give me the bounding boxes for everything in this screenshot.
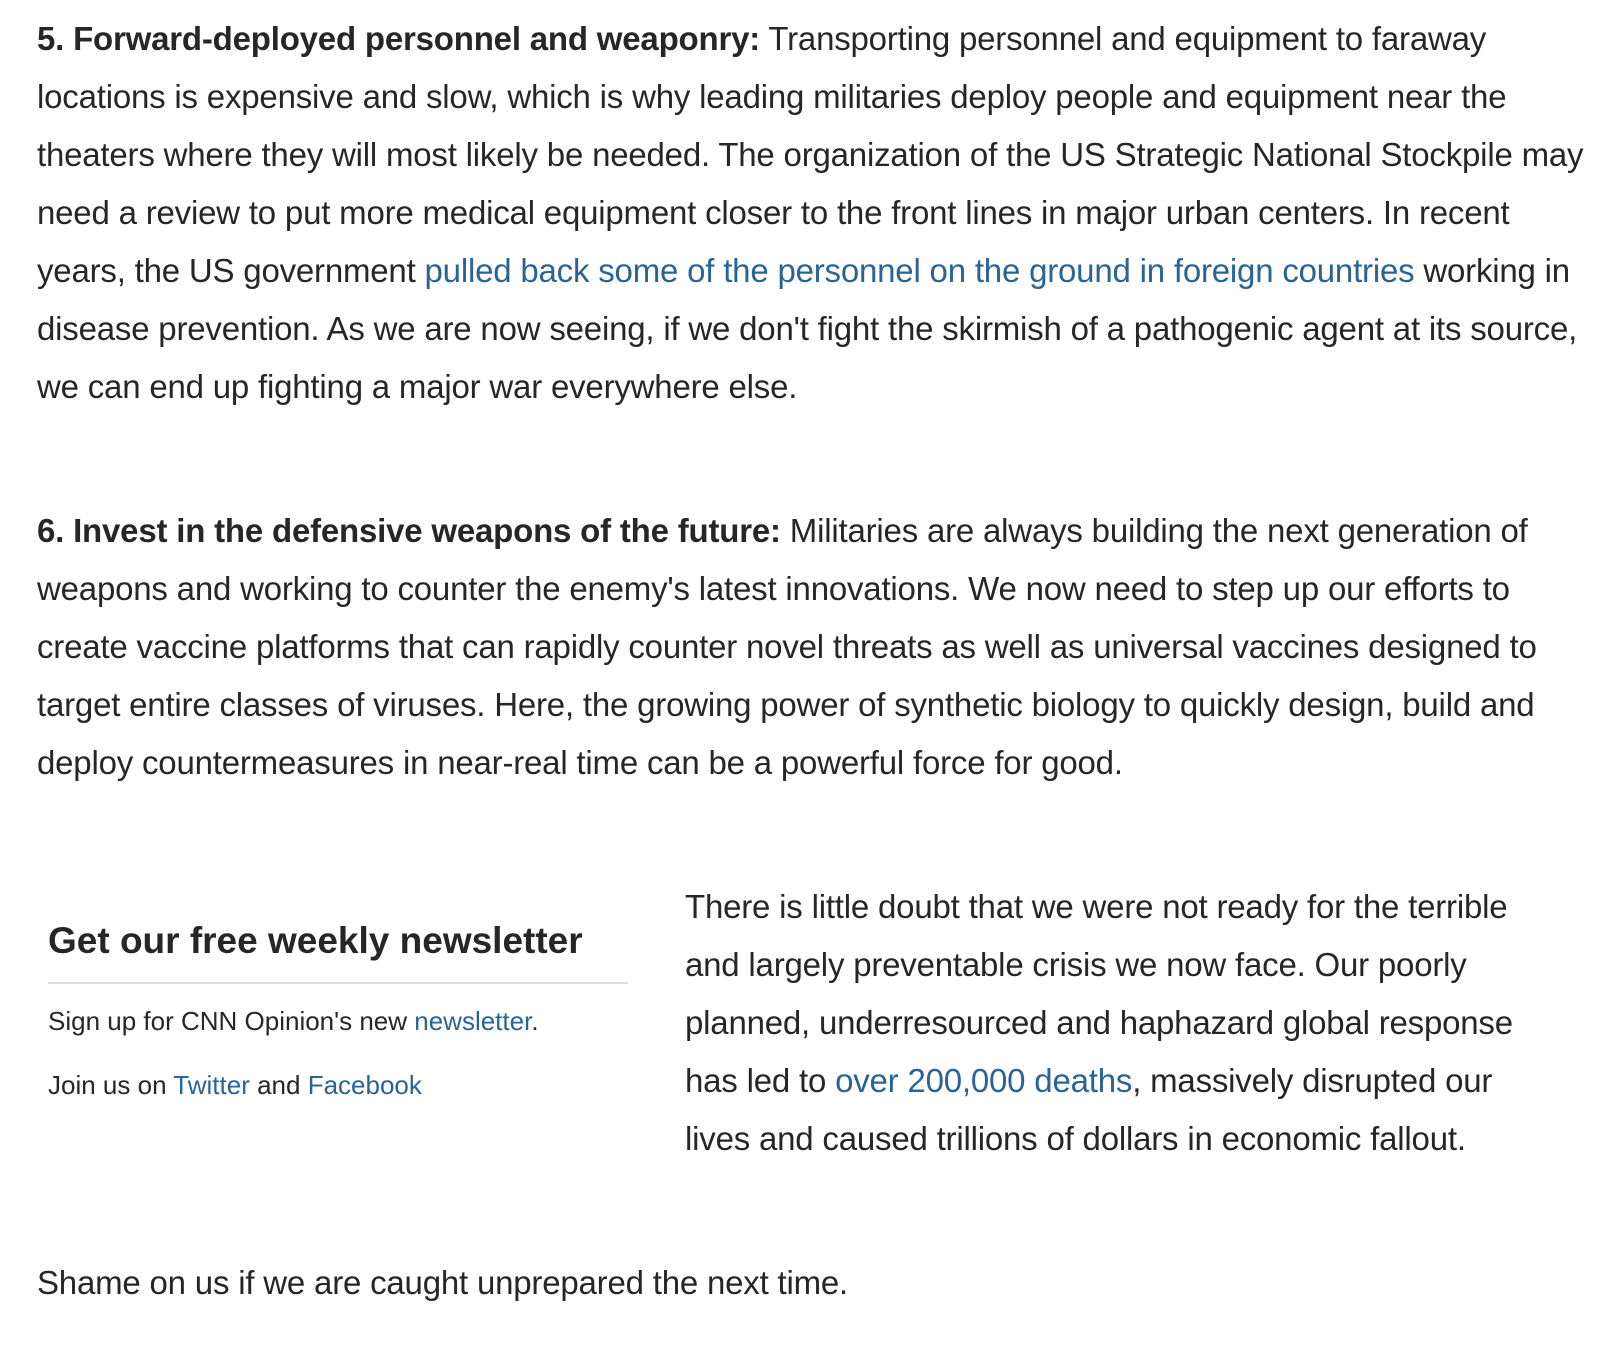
newsletter-title: Get our free weekly newsletter xyxy=(48,918,628,984)
paragraph-text: There is little doubt that we were not ready for the terrible and largely preventable crisis we now face. Our poorly planned, underresourced and haphazard global response has led to xyxy=(685,888,1513,1099)
facebook-link[interactable]: Facebook xyxy=(307,1070,422,1100)
personnel-pullback-link[interactable]: pulled back some of the personnel on the ground in foreign countries xyxy=(424,252,1415,289)
newsletter-link[interactable]: newsletter xyxy=(414,1006,532,1036)
paragraph-closing xyxy=(37,1254,1537,1312)
paragraph-text: Militaries are always building the next generation of weapons and working to counter the enemy's latest innovations. We now need to step up our efforts to create vaccine platforms that can rapidly counter novel threats as well as universal vaccines designed to target entire classes of viruses. Here, the growing power of synthetic biology to quickly design, build and deploy countermeasures in near-real time can be a powerful force for good. xyxy=(37,512,1537,781)
paragraph-heading: 6. Invest in the defensive weapons of the future: xyxy=(37,512,781,549)
paragraph-text: , massively disrupted our lives and caused trillions of dollars in economic fallout. xyxy=(685,1062,1493,1157)
paragraph-forward-deployed xyxy=(37,10,1587,416)
twitter-link[interactable]: Twitter xyxy=(173,1070,250,1100)
social-join-line xyxy=(48,1068,628,1102)
newsletter-signup-line xyxy=(48,1004,628,1038)
paragraph-defensive-weapons xyxy=(37,502,1587,792)
paragraph-text: Transporting personnel and equipment to faraway locations is expensive and slow, which is why leading militaries deploy people and equipment near the theaters where they will most likely be needed. The organization of the US Strategic National Stockpile may need a review to put more medical equipment closer to the front lines in major urban centers. In recent years, the US government xyxy=(37,20,1584,289)
paragraph-text: working in disease prevention. As we are now seeing, if we don't fight the skirmish of a pathogenic agent at its source, we can end up fighting a major war everywhere else. xyxy=(37,252,1578,405)
paragraph-not-ready xyxy=(685,878,1555,1168)
join-and-text: and xyxy=(249,1070,308,1100)
deaths-link[interactable]: over 200,000 deaths xyxy=(835,1062,1133,1099)
paragraph-text: Shame on us if we are caught unprepared the next time. xyxy=(37,1264,849,1301)
signup-period: . xyxy=(531,1006,539,1036)
signup-text: Sign up for CNN Opinion's new xyxy=(48,1006,415,1036)
paragraph-heading: 5. Forward-deployed personnel and weaponry: xyxy=(37,20,761,57)
join-text: Join us on xyxy=(48,1070,174,1100)
newsletter-box xyxy=(48,918,628,1102)
